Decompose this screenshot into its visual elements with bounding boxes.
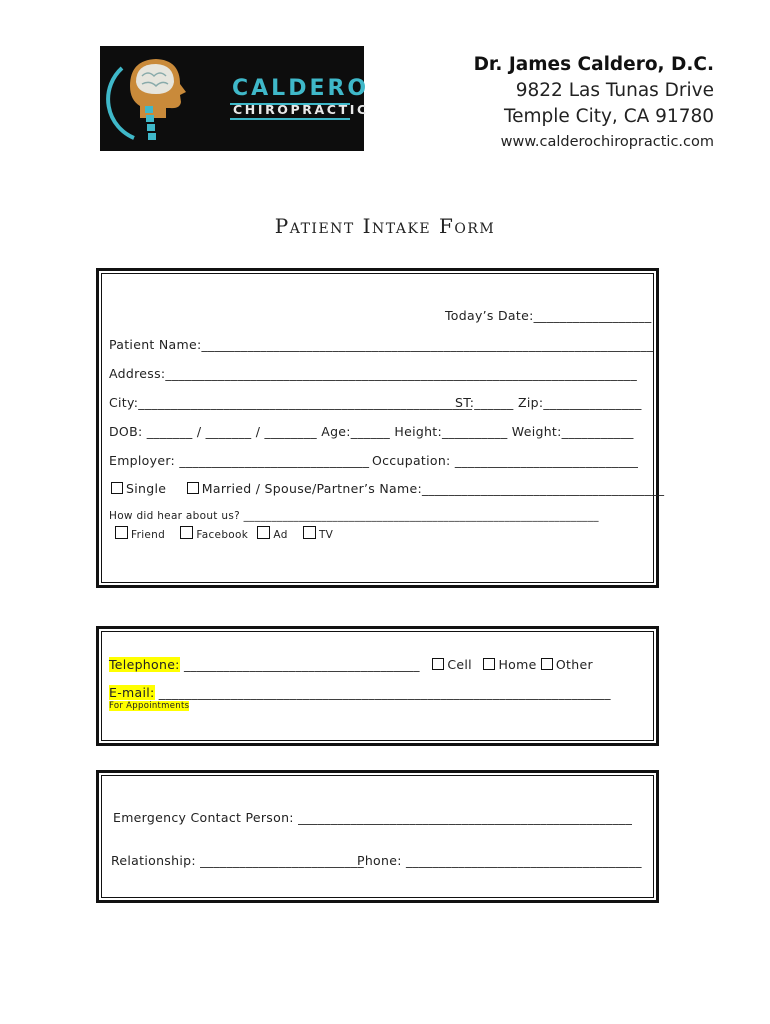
website-link[interactable]: www.calderochiropractic.com [500,134,714,150]
todays-date-field[interactable]: Today’s Date:__________________ [445,308,652,323]
street-address: 9822 Las Tunas Drive [515,80,714,101]
zip-field[interactable]: Zip:_______________ [518,395,642,410]
friend-checkbox[interactable] [115,526,128,539]
home-label: Home [498,657,537,672]
state-field[interactable]: ST:______ [455,395,514,410]
referral-options [115,526,333,541]
other-checkbox[interactable] [541,658,553,670]
marital-status-row [111,481,664,496]
tv-label: TV [318,529,334,541]
telephone-label: Telephone: [109,657,180,672]
friend-label: Friend [131,529,166,541]
home-checkbox[interactable] [483,658,495,670]
email-label: E-mail: [109,685,155,700]
ad-label: Ad [273,529,288,541]
cell-checkbox[interactable] [432,658,444,670]
logo-rule-bottom [230,118,350,120]
email-row [109,685,611,700]
dob-age-height-weight-row[interactable]: DOB: _______ / _______ / ________ Age:______ Height:__________ Weight:___________ [109,424,634,439]
clinic-address [474,52,714,153]
spine-head-logo-icon [100,46,230,151]
form-title: Patient Intake Form [274,214,496,238]
employer-field[interactable]: Employer: _____________________________ [109,453,370,468]
city-field[interactable]: City:___________________________________________________ [109,395,473,410]
logo-word-chiropractic: CHIROPRACTIC [233,102,369,117]
for-appointments-note: For Appointments [109,701,190,711]
emergency-contact-field[interactable]: Emergency Contact Person: ___________________________________________________ [113,810,633,825]
tv-checkbox[interactable] [303,526,316,539]
email-field[interactable]: _____________________________________________________________________ [154,685,611,700]
spouse-name-field[interactable]: _____________________________________ [422,481,665,496]
city-state-zip: Temple City, CA 91780 [503,106,714,127]
married-checkbox[interactable] [187,482,199,494]
single-checkbox[interactable] [111,482,123,494]
telephone-row [109,657,593,672]
other-label: Other [555,657,593,672]
telephone-field[interactable]: ____________________________________ [179,657,420,672]
referral-question[interactable]: How did hear about us? ________________________________________________________________ [109,510,599,522]
doctor-name: Dr. James Caldero, D.C. [473,54,714,75]
clinic-logo [100,46,370,151]
facebook-label: Facebook [196,529,249,541]
cell-label: Cell [447,657,472,672]
logo-word-caldero: CALDERO [232,76,370,101]
married-label: Married / Spouse/Partner’s Name: [201,481,422,496]
single-label: Single [126,481,167,496]
emergency-phone-field[interactable]: Phone: ____________________________________ [357,853,642,868]
emergency-contact-section [96,770,659,903]
facebook-checkbox[interactable] [180,526,193,539]
address-field[interactable]: Address:________________________________________________________________________ [109,366,637,381]
ad-checkbox[interactable] [257,526,270,539]
occupation-field[interactable]: Occupation: ____________________________ [372,453,639,468]
patient-name-field[interactable]: Patient Name:_____________________________________________________________________ [109,337,654,352]
relationship-field[interactable]: Relationship: _________________________ [111,853,364,868]
